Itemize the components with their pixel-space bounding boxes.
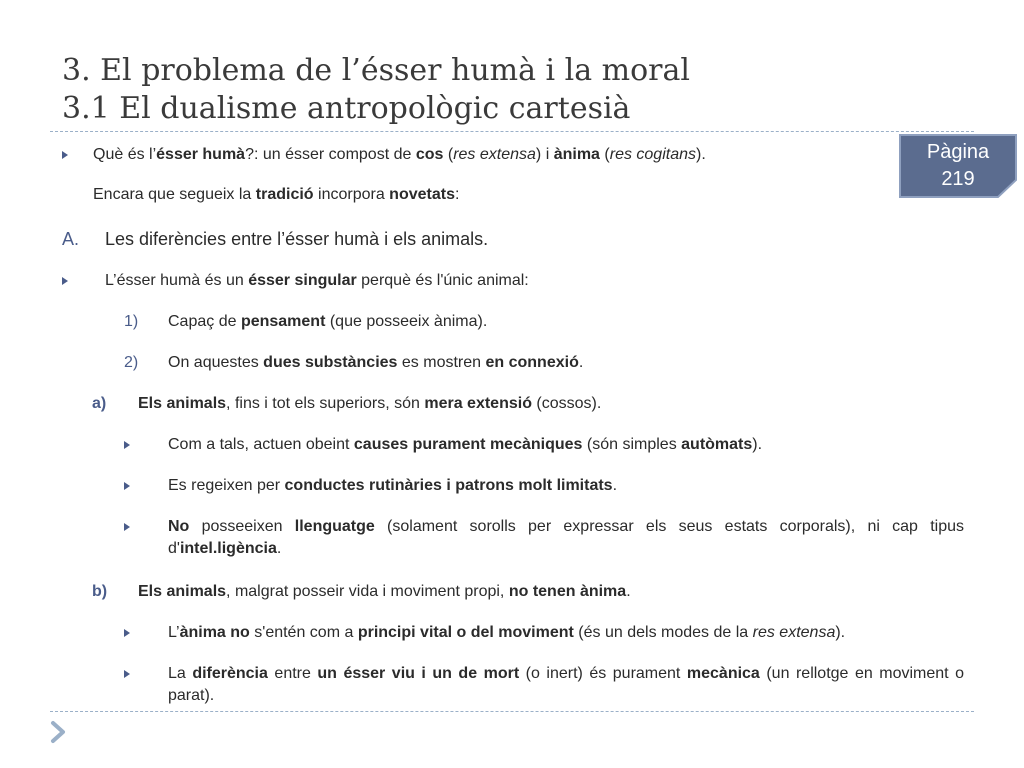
text-segment: No bbox=[168, 518, 190, 535]
text-segment: conductes rutinàries i patrons molt limitats bbox=[284, 477, 613, 494]
list-item bbox=[93, 184, 893, 206]
text-segment: (que posseeix ànima). bbox=[325, 313, 488, 330]
text-segment: llenguatge bbox=[294, 518, 375, 535]
text-segment: Què és l’ bbox=[93, 146, 157, 163]
text-segment: cos bbox=[415, 146, 444, 163]
triangle-bullet-icon bbox=[124, 441, 130, 449]
text-segment: Les diferències entre l’ésser humà i els animals. bbox=[105, 229, 489, 249]
list-item bbox=[138, 393, 938, 415]
text-segment: (és un dels modes de la bbox=[573, 624, 753, 641]
text-segment: ?: un ésser compost de bbox=[245, 146, 416, 163]
list-marker-a: a) bbox=[92, 395, 107, 412]
text-segment: (cossos). bbox=[531, 395, 602, 412]
text-segment: L’ésser humà és un bbox=[105, 272, 249, 289]
list-item bbox=[168, 516, 964, 560]
text-segment: : bbox=[454, 186, 460, 203]
text-segment: intel.ligència bbox=[179, 540, 277, 557]
text-segment: ). bbox=[835, 624, 846, 641]
text-segment: . bbox=[626, 583, 631, 600]
list-item bbox=[105, 227, 905, 251]
title-divider bbox=[50, 131, 974, 132]
badge-label: Pàgina bbox=[926, 141, 990, 163]
text-segment: ésser humà bbox=[156, 146, 246, 163]
text-segment: perquè és l'únic animal: bbox=[356, 272, 529, 289]
text-segment: tradició bbox=[255, 186, 314, 203]
triangle-bullet-icon bbox=[124, 523, 130, 531]
text-segment: Els animals bbox=[138, 395, 227, 412]
list-marker-a-upper: A. bbox=[62, 229, 80, 249]
text-segment: en connexió bbox=[485, 354, 579, 371]
text-segment: res extensa bbox=[752, 624, 836, 641]
list-item bbox=[93, 144, 893, 166]
text-segment: incorpora bbox=[313, 186, 390, 203]
triangle-bullet-icon bbox=[124, 629, 130, 637]
list-item bbox=[168, 311, 948, 333]
text-segment: ànima no bbox=[179, 624, 250, 641]
triangle-bullet-icon bbox=[62, 277, 68, 285]
text-segment: res extensa bbox=[453, 146, 536, 163]
list-marker-2: 2) bbox=[124, 354, 139, 371]
text-segment: mera extensió bbox=[424, 395, 532, 412]
text-segment: Els animals bbox=[138, 583, 227, 600]
text-segment: ) i bbox=[535, 146, 554, 163]
next-slide-chevron-icon[interactable] bbox=[50, 720, 68, 744]
text-segment: diferència bbox=[192, 665, 268, 682]
text-segment: causes purament mecàniques bbox=[353, 436, 583, 453]
text-segment: autòmats bbox=[681, 436, 753, 453]
triangle-bullet-icon bbox=[124, 670, 130, 678]
text-segment: res cogitans bbox=[609, 146, 696, 163]
text-segment: Encara que segueix la bbox=[93, 186, 256, 203]
badge-number: 219 bbox=[941, 168, 975, 190]
text-segment: La bbox=[168, 665, 193, 682]
title-line-1: 3. El problema de l’ésser humà i la moral bbox=[62, 53, 691, 88]
text-segment: es mostren bbox=[397, 354, 486, 371]
list-marker-b: b) bbox=[92, 583, 108, 600]
text-segment: (o inert) és purament bbox=[519, 665, 687, 682]
list-item bbox=[168, 352, 948, 374]
footer-divider bbox=[50, 711, 974, 712]
page-badge bbox=[897, 132, 1019, 200]
text-segment: (solament sorolls per expressar els seus estats corporals), ni cap tipus d' bbox=[168, 518, 964, 557]
list-item bbox=[168, 475, 958, 497]
text-segment: entre bbox=[267, 665, 318, 682]
text-segment: , fins i tot els superiors, són bbox=[226, 395, 425, 412]
text-segment: (un rellotge en moviment o parat). bbox=[168, 665, 965, 704]
text-segment: . bbox=[612, 477, 618, 494]
triangle-bullet-icon bbox=[124, 482, 130, 490]
text-segment: . bbox=[578, 354, 584, 371]
text-segment: Capaç de bbox=[168, 313, 241, 330]
text-segment: ànima bbox=[553, 146, 600, 163]
text-segment: un ésser viu i un de mort bbox=[317, 665, 520, 682]
text-segment: ( bbox=[443, 146, 454, 163]
text-segment: ). bbox=[696, 146, 706, 163]
text-segment: (són simples bbox=[582, 436, 682, 453]
text-segment: , malgrat posseir vida i moviment propi, bbox=[226, 583, 509, 600]
text-segment: L’ bbox=[168, 624, 180, 641]
text-segment: s'entén com a bbox=[249, 624, 358, 641]
text-segment: Es regeixen per bbox=[168, 477, 285, 494]
text-segment: ésser singular bbox=[248, 272, 357, 289]
text-segment: principi vital o del moviment bbox=[357, 624, 574, 641]
text-segment: . bbox=[276, 540, 282, 557]
text-segment: mecànica bbox=[686, 665, 760, 682]
text-segment: dues substàncies bbox=[263, 354, 398, 371]
text-segment: ). bbox=[752, 436, 763, 453]
list-marker-1: 1) bbox=[124, 313, 139, 330]
title-line-2: 3.1 El dualisme antropològic cartesià bbox=[62, 91, 631, 126]
list-item bbox=[168, 622, 964, 644]
text-segment: no tenen ànima bbox=[508, 583, 627, 600]
list-item bbox=[138, 581, 938, 603]
text-segment: novetats bbox=[389, 186, 455, 203]
text-segment: Com a tals, actuen obeint bbox=[168, 436, 354, 453]
text-segment: On aquestes bbox=[168, 354, 264, 371]
list-item bbox=[168, 663, 964, 707]
text-segment: pensament bbox=[240, 313, 326, 330]
list-item bbox=[105, 270, 905, 292]
list-item bbox=[168, 434, 958, 456]
slide-title bbox=[62, 52, 882, 128]
text-segment: posseeixen bbox=[189, 518, 295, 535]
text-segment: ( bbox=[599, 146, 610, 163]
triangle-bullet-icon bbox=[62, 151, 68, 159]
